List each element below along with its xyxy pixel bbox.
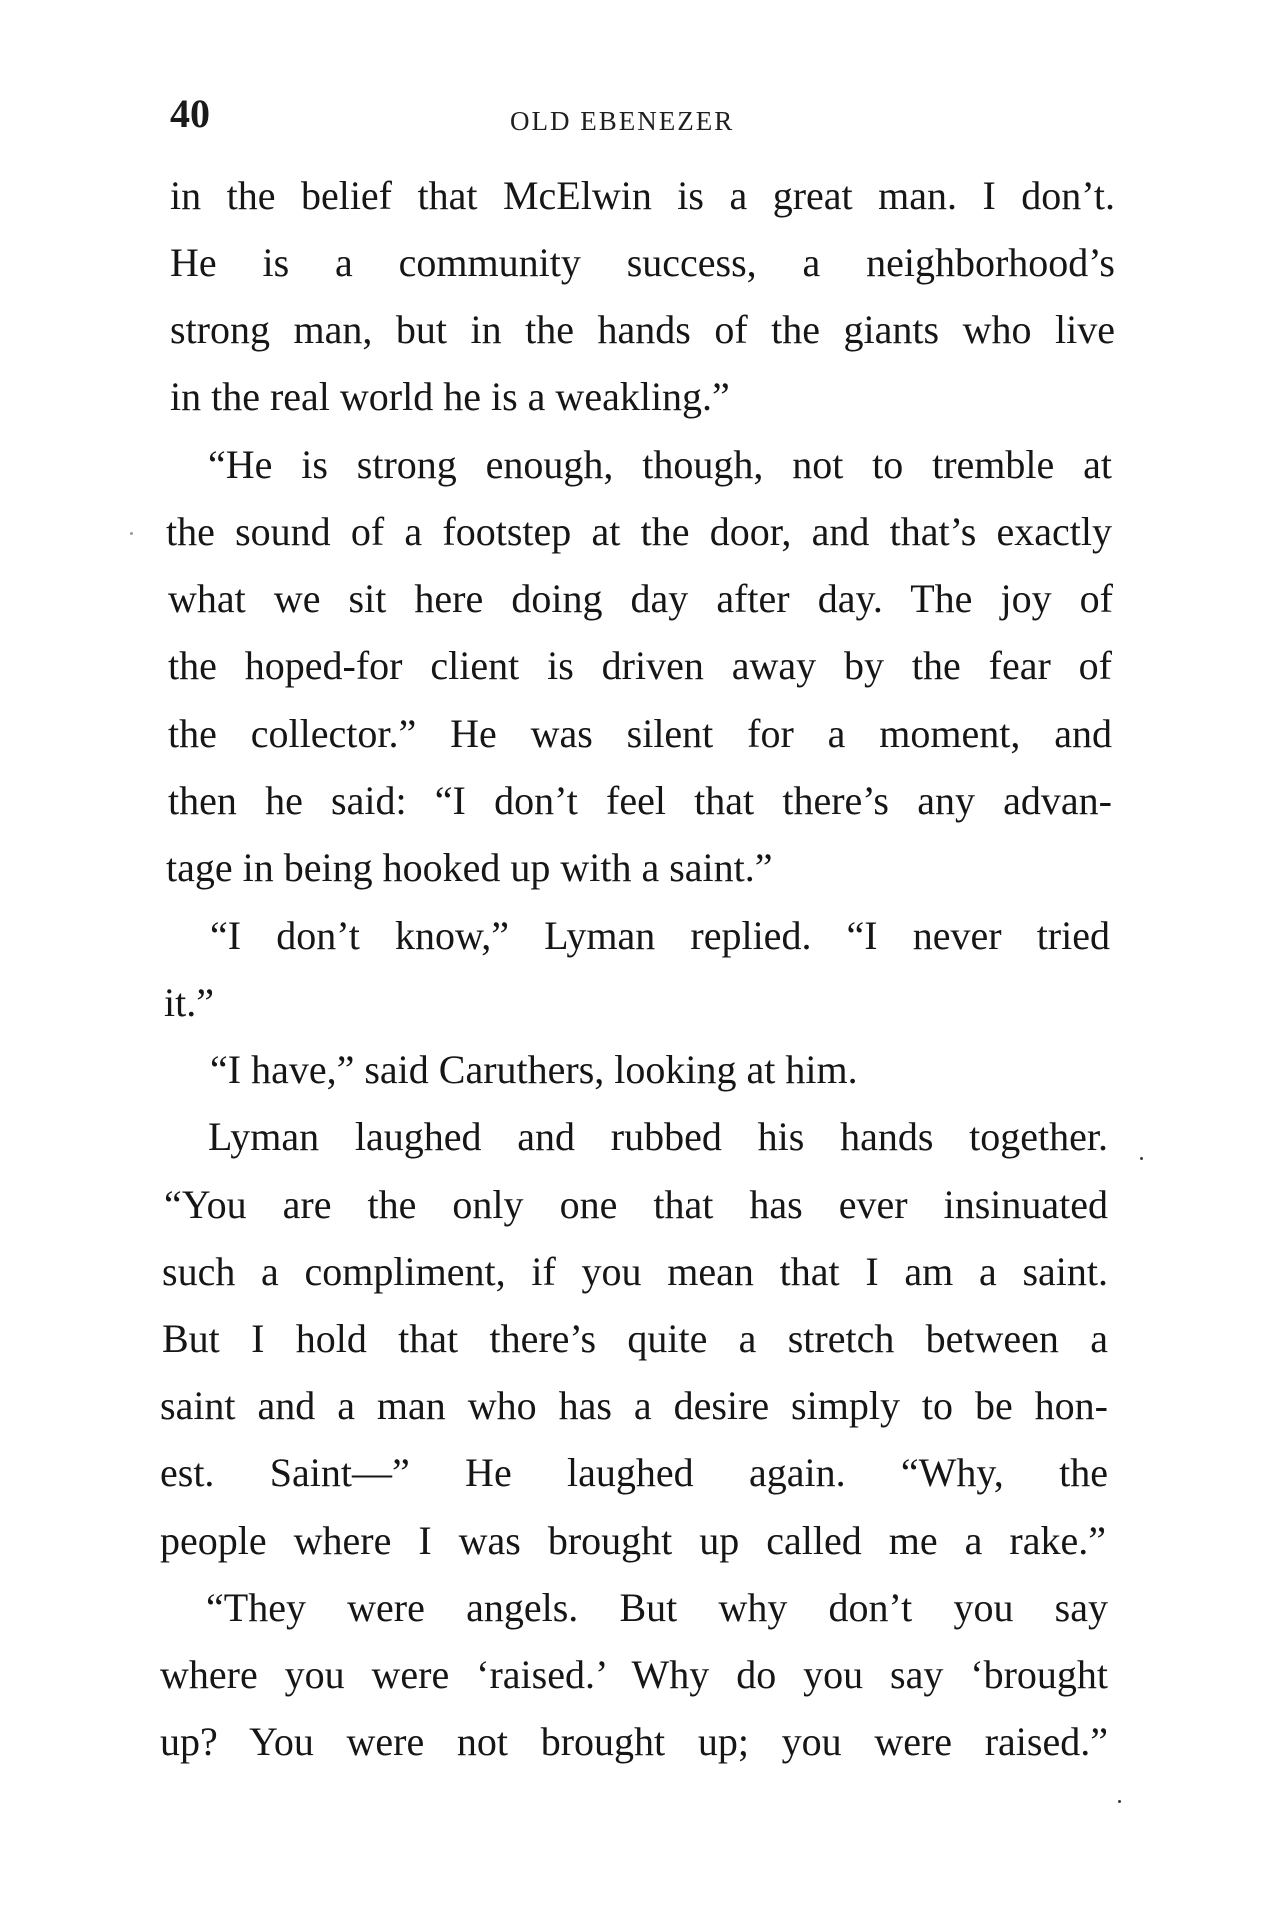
text-line: saint and a man who has a desire simply to be hon- — [160, 1383, 1108, 1428]
text-line: But I hold that there’s quite a stretch between a — [162, 1316, 1108, 1361]
page-number: 40 — [170, 91, 210, 136]
text-line: the sound of a footstep at the door, and that’s exactly — [166, 509, 1112, 554]
running-title: OLD EBENEZER — [510, 106, 735, 136]
text-line: in the real world he is a weakling.” — [170, 374, 730, 419]
text-line: “I don’t know,” Lyman replied. “I never tried — [210, 913, 1110, 958]
text-line: He is a community success, a neighborhood’s — [170, 240, 1115, 285]
text-line: “He is strong enough, though, not to tremble at — [208, 442, 1112, 487]
text-line: the hoped-for client is driven away by the fear of — [168, 643, 1112, 688]
text-line: where you were ‘raised.’ Why do you say ‘brought — [160, 1652, 1108, 1697]
text-line: in the belief that McElwin is a great man. I don’t. — [170, 173, 1115, 218]
text-line: Lyman laughed and rubbed his hands together. — [208, 1114, 1108, 1159]
text-line: people where I was brought up called me a rake.” — [160, 1518, 1106, 1563]
text-line: “I have,” said Caruthers, looking at him. — [210, 1047, 858, 1092]
text-line: the collector.” He was silent for a moment, and — [168, 711, 1112, 756]
text-line: up? You were not brought up; you were raised.” — [160, 1719, 1108, 1764]
text-line: est. Saint—” He laughed again. “Why, the — [160, 1450, 1108, 1495]
scan-speck — [1140, 1157, 1143, 1160]
text-line: strong man, but in the hands of the giants who live — [170, 307, 1115, 352]
text-line: “They were angels. But why don’t you say — [206, 1585, 1108, 1630]
text-line: what we sit here doing day after day. The joy of — [168, 576, 1113, 621]
scan-speck — [130, 532, 133, 535]
text-line: tage in being hooked up with a saint.” — [166, 845, 773, 890]
text-line: then he said: “I don’t feel that there’s any advan- — [168, 778, 1112, 823]
text-line: “You are the only one that has ever insinuated — [164, 1182, 1108, 1227]
text-line: it.” — [164, 980, 214, 1025]
scan-speck — [1118, 1800, 1121, 1803]
text-line: such a compliment, if you mean that I am a saint. — [162, 1249, 1108, 1294]
